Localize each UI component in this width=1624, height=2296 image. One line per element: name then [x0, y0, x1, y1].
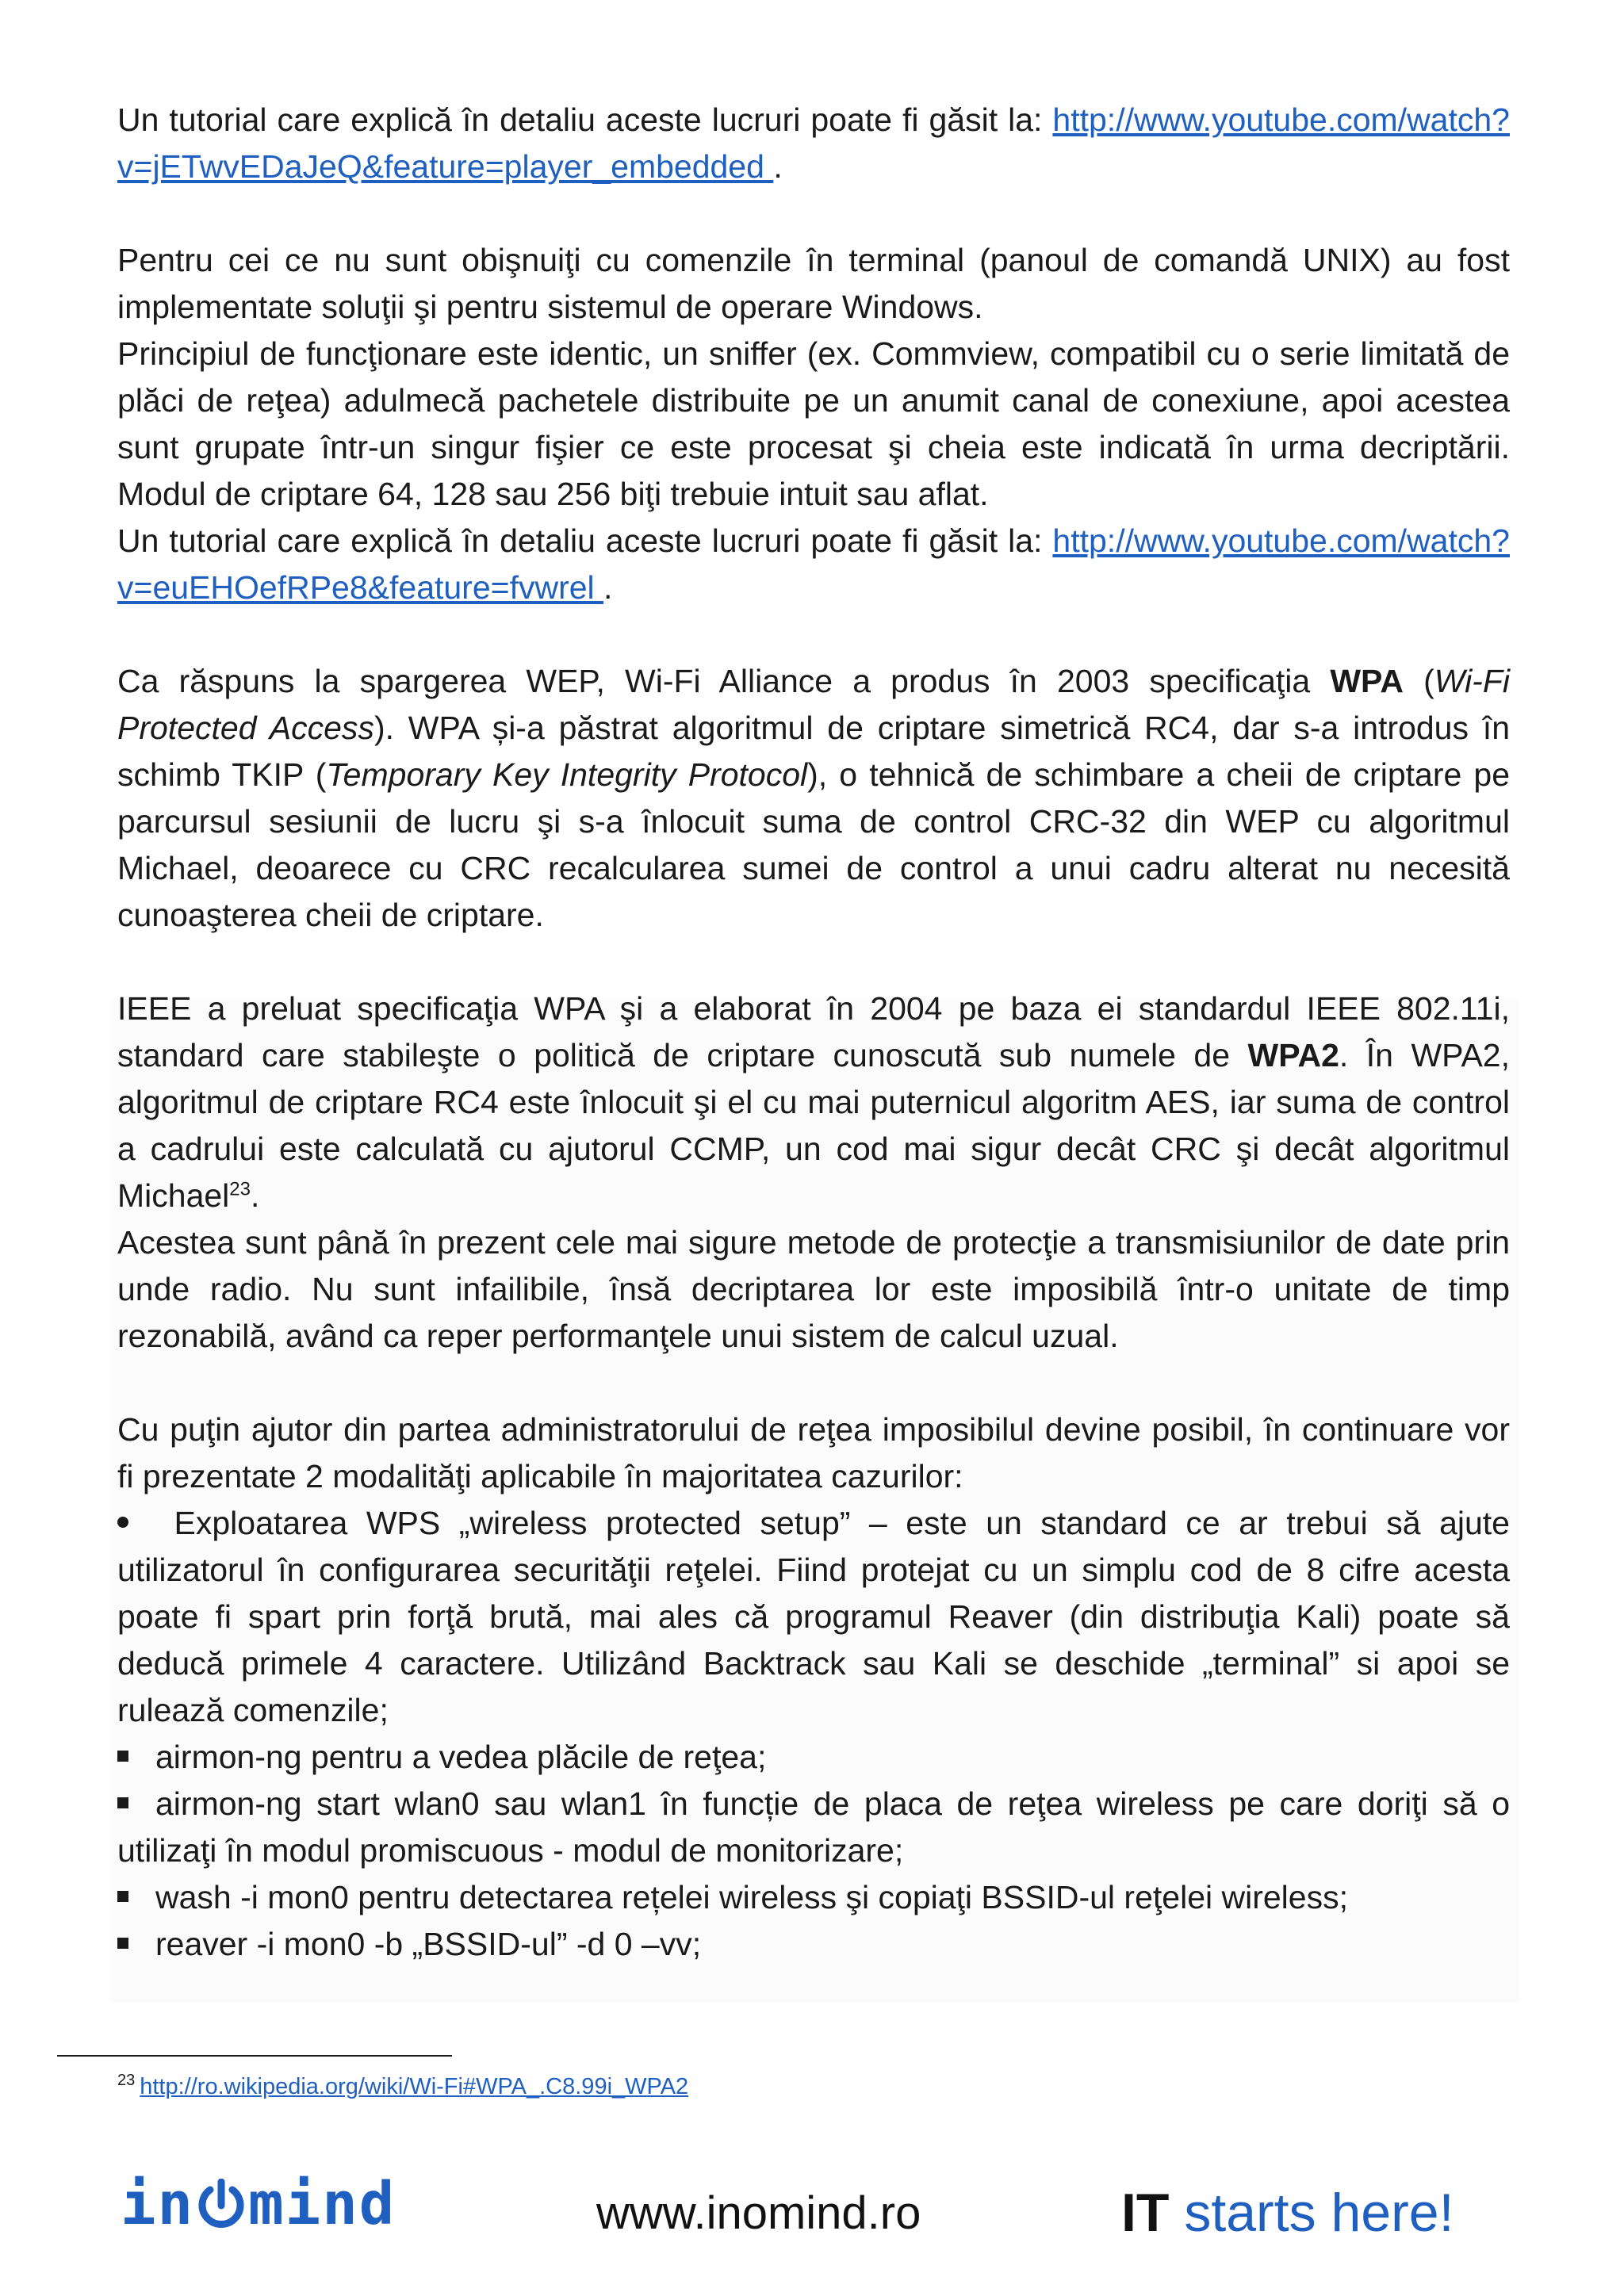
- tutorial-link-2[interactable]: http://www.youtube.com/watch?v=euEHOefRPe8&feature=fvwrel: [117, 522, 1510, 606]
- paragraph-wpa2: IEEE a preluat specificaţia WPA şi a elaborat în 2004 pe baza ei standardul IEEE 802.11i, standard care stabileşte o politică de criptare cunoscută sub numele de WPA2. În WPA2, algoritmul de criptare RC4 este înlocuit şi el cu mai puternicul algoritm AES, iar suma de control a cadrului este calculată cu ajutorul CCMP, un cod mai sigur decât CRC şi decât algoritmul Michael$^{23}$.: [117, 990, 1510, 1214]
- footnote: [117, 2071, 688, 2103]
- command-text: reaver -i mon0 -b „BSSID-ul” -d 0 –vv;: [155, 1926, 702, 1962]
- inomind-logo[interactable]: in mind: [121, 2170, 396, 2238]
- power-icon: [196, 2179, 247, 2229]
- website-url[interactable]: www.inomind.ro: [596, 2187, 921, 2239]
- paragraph-methods-intro: Cu puţin ajutor din partea administratorului de reţea imposibilul devine posibil, în continuare vor fi prezentate 2 modalităţi aplicabile în majoritatea cazurilor:: [117, 1411, 1510, 1494]
- paragraph-principle: Principiul de funcţionare este identic, un sniffer (ex. Commview, compatibil cu o serie limitată de plăci de reţea) adulmecă pachetele distribuite pe un anumit canal de conexiune, apoi acestea sunt grupate într-un singur fişier ce este procesat şi cheia este indicată în urma decriptării. Modul de criptare 64, 128 sau 256 biţi trebuie intuit sau aflat.: [117, 335, 1510, 512]
- square-bullet-icon: [117, 1781, 155, 1827]
- command-text: airmon-ng start wlan0 sau wlan1 în funcție de placa de reţea wireless pe care doriţi să o utilizaţi în modul promiscuous - modul de monitorizare;: [117, 1785, 1510, 1869]
- command-list-item: [117, 1921, 1510, 1968]
- list-item-wps: Exploatarea WPS „wireless protected setup” – este un standard ce ar trebui să ajute utilizatorul în configurarea securităţii reţelei. Fiind protejat cu un simplu cod de 8 cifre acesta poate fi spart prin forţă brută, mai ales că programul Reaver (din distribuţia Kali) poate să deducă primele 4 caractere. Utilizând Backtrack sau Kali se deschide „terminal” si apoi se rulează comenzile;: [117, 1500, 1510, 1734]
- paragraph-tutorial-2: Un tutorial care explică în detaliu aceste lucruri poate fi găsit la: http://www.youtube.com/watch?v=euEHOefRPe8&feature=fvwrel .: [117, 522, 1510, 606]
- command-text: airmon-ng pentru a vedea plăcile de reţea;: [155, 1739, 767, 1775]
- command-list-item: [117, 1734, 1510, 1781]
- footnote-number: 23: [117, 2072, 136, 2090]
- square-bullet-icon: [117, 1874, 155, 1921]
- command-text: wash -i mon0 pentru detectarea rețelei wireless şi copiaţi BSSID-ul reţelei wireless;: [155, 1879, 1348, 1915]
- tagline: IT starts here!: [1121, 2183, 1454, 2243]
- paragraph-security: Acestea sunt până în prezent cele mai sigure metode de protecţie a transmisiunilor de date prin unde radio. Nu sunt infailibile, însă decriptarea lor este imposibilă într-o unitate de timp rezonabilă, având ca reper performanţele unui sistem de calcul uzual.: [117, 1224, 1510, 1354]
- footnote-separator: [57, 2055, 452, 2057]
- command-list-item: [117, 1874, 1510, 1921]
- document-body: [117, 97, 1510, 1968]
- square-bullet-icon: [117, 1734, 155, 1781]
- square-bullet-icon: [117, 1921, 155, 1968]
- footnote-link[interactable]: http://ro.wikipedia.org/wiki/Wi-Fi#WPA_.C8.99i_WPA2: [140, 2074, 689, 2099]
- bullet-dot-icon: [117, 1500, 155, 1547]
- tutorial-link-1[interactable]: http://www.youtube.com/watch?v=jETwvEDaJeQ&feature=player_embedded: [117, 101, 1510, 185]
- paragraph-tutorial-1: Un tutorial care explică în detaliu aceste lucruri poate fi găsit la: http://www.youtube.com/watch?v=jETwvEDaJeQ&feature=player_embedded .: [117, 101, 1510, 185]
- paragraph-windows: Pentru cei ce nu sunt obişnuiţi cu comenzile în terminal (panoul de comandă UNIX) au fost implementate soluţii şi pentru sistemul de operare Windows.: [117, 242, 1510, 325]
- paragraph-wpa: Ca răspuns la spargerea WEP, Wi-Fi Alliance a produs în 2003 specificaţia WPA (Wi-Fi Protected Access). WPA și-a păstrat algoritmul de criptare simetrică RC4, dar s-a introdus în schimb TKIP (Temporary Key Integrity Protocol), o tehnică de schimbare a cheii de criptare pe parcursul sesiunii de lucru şi s-a înlocuit suma de control CRC-32 din WEP cu algoritmul Michael, deoarece cu CRC recalcularea sumei de control a unui cadru alterat nu necesită cunoaşterea cheii de criptare.: [117, 663, 1510, 933]
- command-list-item: [117, 1781, 1510, 1874]
- footnote-reference[interactable]: 23: [229, 1178, 251, 1200]
